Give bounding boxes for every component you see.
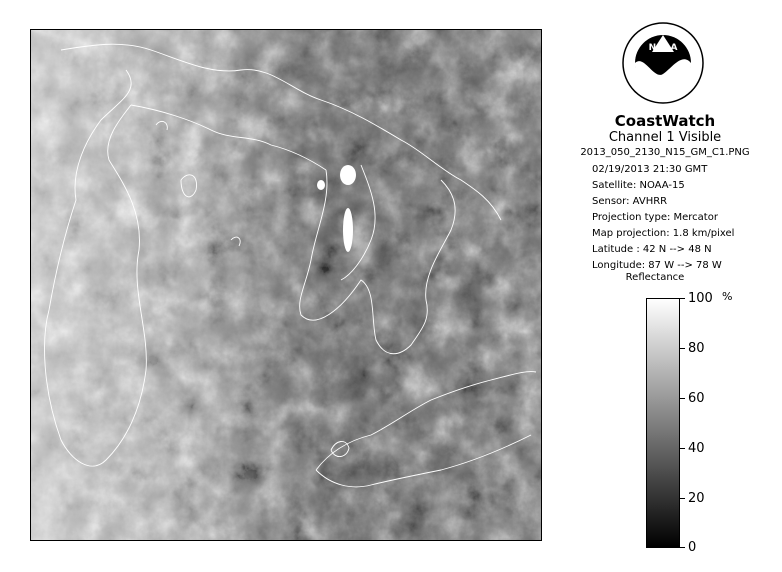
colorbar-unit: % [722, 290, 733, 303]
tick-label: 0 [688, 540, 697, 555]
tick-label: 60 [688, 391, 705, 406]
tick-mark [680, 348, 685, 349]
tick-mark [680, 498, 685, 499]
tick-label: 40 [688, 441, 705, 456]
title: CoastWatch [614, 112, 716, 130]
satellite-image [30, 29, 542, 541]
map-svg [31, 30, 542, 541]
filename: 2013_050_2130_N15_GM_C1.PNG [580, 147, 750, 158]
map-projection: Map projection: 1.8 km/pixel [592, 228, 735, 239]
datetime: 02/19/2013 21:30 GMT [592, 164, 708, 175]
tick-label: 80 [688, 341, 705, 356]
tick-mark [680, 448, 685, 449]
tick-label: 20 [688, 491, 705, 506]
longitude-range: Longitude: 87 W --> 78 W [592, 260, 722, 271]
noaa-logo [622, 22, 704, 104]
svg-text:NOAA: NOAA [648, 43, 678, 53]
latitude-range: Latitude : 42 N --> 48 N [592, 244, 712, 255]
tick-mark [680, 547, 685, 548]
colorbar [646, 298, 680, 548]
tick-label: 100 [688, 291, 713, 306]
sensor: Sensor: AVHRR [592, 196, 668, 207]
subtitle: Channel 1 Visible [608, 130, 722, 145]
projection-type: Projection type: Mercator [592, 212, 718, 223]
colorbar-label: Reflectance [625, 272, 685, 283]
tick-mark [680, 298, 685, 299]
tick-mark [680, 398, 685, 399]
satellite: Satellite: NOAA-15 [592, 180, 685, 191]
